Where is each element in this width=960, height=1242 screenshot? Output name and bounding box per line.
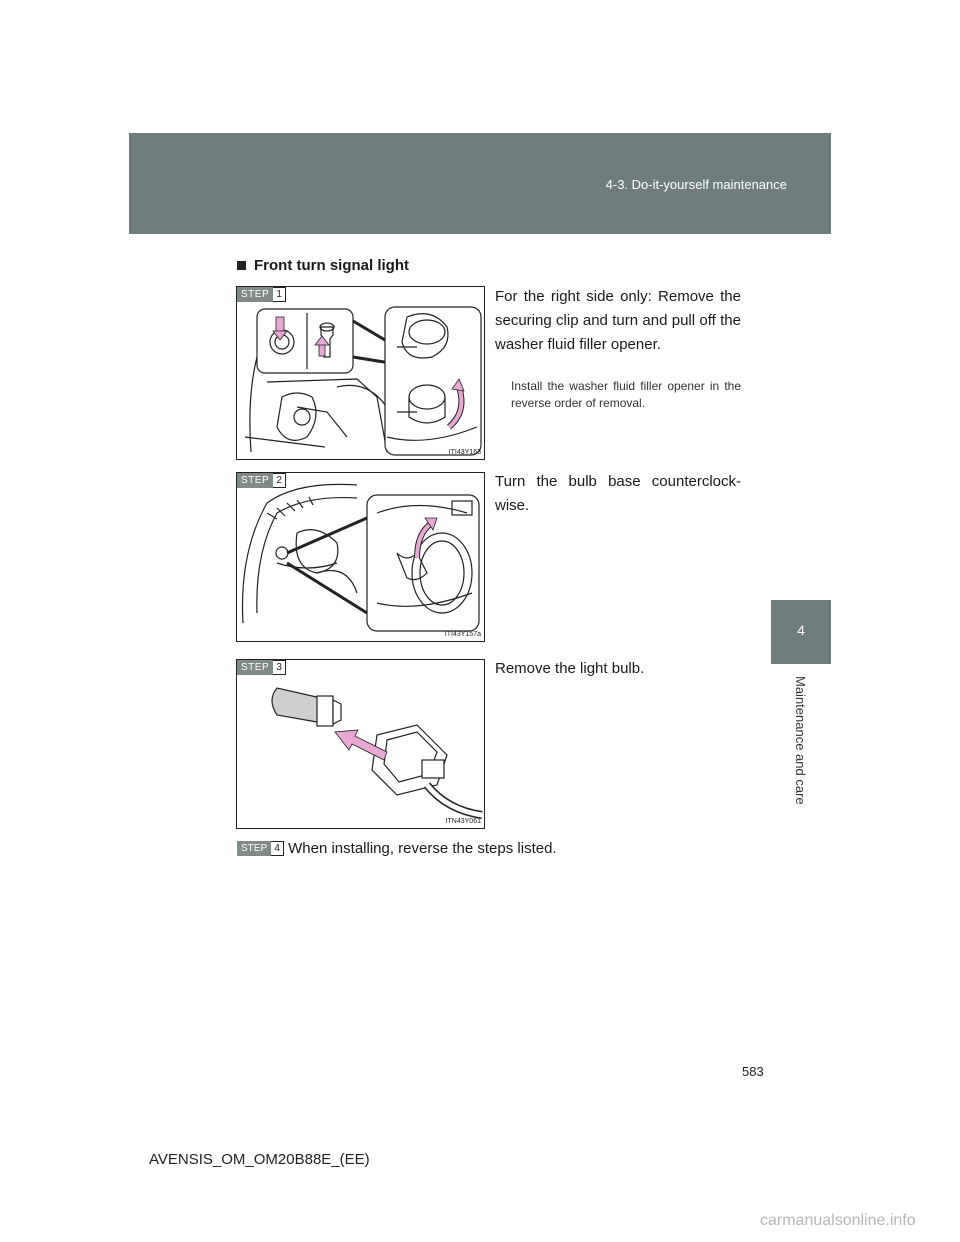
figure-step-1 xyxy=(236,286,485,460)
step-badge xyxy=(237,287,286,302)
section-title-text: Front turn signal light xyxy=(254,257,409,274)
headlight-bulb-illustration xyxy=(237,473,484,641)
step-badge xyxy=(237,473,286,488)
chapter-number: 4 xyxy=(797,622,805,638)
step-label: STEP xyxy=(237,473,273,488)
step-label: STEP xyxy=(237,660,273,675)
step-label: STEP xyxy=(237,841,271,856)
step-label: STEP xyxy=(237,287,273,302)
figure-code: ITI43Y157a xyxy=(444,631,481,638)
step-number: 4 xyxy=(271,841,284,856)
chapter-label xyxy=(793,676,809,816)
step-4-text: When installing, reverse the steps listed. xyxy=(288,839,557,857)
step-number: 3 xyxy=(273,660,286,675)
bulb-removal-illustration xyxy=(237,660,484,828)
step-4 xyxy=(237,840,557,856)
step-1-text: For the right side only: Remove the securing clip and turn and pull off the washer fluid filler opener. xyxy=(495,288,741,353)
page-header xyxy=(129,133,831,234)
figure-step-3 xyxy=(236,659,485,829)
chapter-label-text: Maintenance and care xyxy=(793,676,808,805)
step-3-text: Remove the light bulb. xyxy=(495,660,645,677)
section-title xyxy=(237,257,409,274)
figure-step-2 xyxy=(236,472,485,642)
figure-code: ITN43Y061 xyxy=(445,818,481,825)
figure-code: ITI43Y163 xyxy=(448,449,481,456)
step-number: 2 xyxy=(273,473,286,488)
chapter-tab xyxy=(771,600,831,664)
square-bullet-icon xyxy=(237,261,246,270)
step-badge xyxy=(237,660,286,675)
page-number: 583 xyxy=(742,1064,764,1079)
washer-filler-illustration xyxy=(237,287,484,459)
step-number: 1 xyxy=(273,287,286,302)
step-2-text: Turn the bulb base counterclock-wise. xyxy=(495,473,741,514)
watermark: carmanualsonline.info xyxy=(760,1212,916,1229)
step-badge xyxy=(237,841,284,856)
section-breadcrumb: 4-3. Do-it-yourself maintenance xyxy=(605,177,787,192)
step-1-note: Install the washer fluid filler opener in the reverse order of removal. xyxy=(511,379,741,410)
document-code: AVENSIS_OM_OM20B88E_(EE) xyxy=(149,1151,370,1168)
